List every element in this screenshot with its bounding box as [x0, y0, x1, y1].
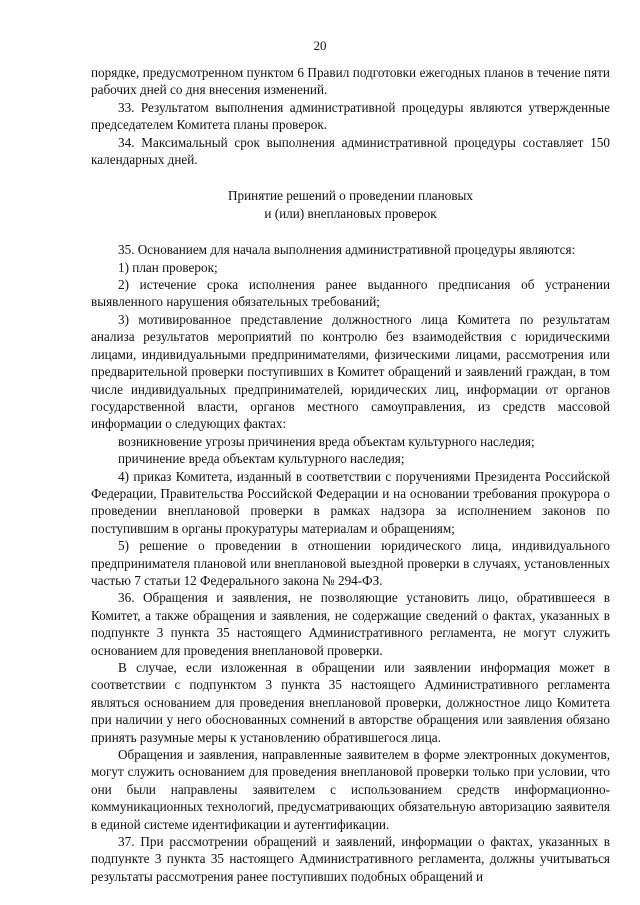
paragraph-37: 37. При рассмотрении обращений и заявлений, информации о фактах, указанных в подпункте 3 пункта 35 настоящего Административного регламента, должны учитываться результаты рассмотрения ранее поступивших подобных обращений и: [91, 834, 610, 884]
paragraph-35-item-3: 3) мотивированное представление должностного лица Комитета по результатам анализа результатов мероприятий по контролю без взаимодействия с юридическими лицами, индивидуальными предпринимателями, физическими лицами, рассмотрения или предварительной проверки поступивших в Комитет обращений и заявлений граждан, в том числе индивидуальных предпринимателей, юридических лиц, информации от органов государственной власти, органов местного самоуправления, из средств массовой информации о следующих фактах:: [91, 311, 610, 432]
section-heading-line-2: и (или) внеплановых проверок: [264, 205, 437, 221]
paragraph-36: 36. Обращения и заявления, не позволяющие установить лицо, обратившееся в Комитет, а также обращения и заявления, не содержащие сведений о фактах, указанных в подпункте 3 пункта 35 настоящего Административного регламента, не могут служить основанием для проведения внеплановой проверки.: [91, 590, 610, 658]
paragraph-continuation: порядке, предусмотренном пунктом 6 Правил подготовки ежегодных планов в течение пяти рабочих дней со дня внесения изменений.: [91, 65, 610, 98]
paragraph-34: 34. Максимальный срок выполнения административной процедуры составляет 150 календарных дней.: [91, 134, 610, 168]
paragraph-35: 35. Основанием для начала выполнения административной процедуры являются:: [118, 242, 576, 258]
paragraph-35-fact-2: причинение вреда объектам культурного наследия;: [118, 451, 405, 467]
section-heading: [91, 187, 610, 222]
document-body: [91, 64, 610, 885]
section-heading-line-1: Принятие решений о проведении плановых: [227, 188, 473, 204]
paragraph-36-electronic: Обращения и заявления, направленные заявителем в форме электронных документов, могут служить основанием для проведения внеплановой проверки только при условии, что они были направлены заявителем с использованием средств информационно-коммуникационных технологий, предусматривающих обязательную авторизацию заявителя в единой системе идентификации и аутентификации.: [91, 747, 610, 832]
page-number: 20: [313, 38, 327, 53]
paragraph-35-item-2: 2) истечение срока исполнения ранее выданного предписания об устранении выявленного нарушения обязательных требований;: [91, 277, 610, 310]
paragraph-35-item-4: 4) приказ Комитета, изданный в соответствии с поручениями Президента Российской Федерации, Правительства Российской Федерации и на основании требования прокурора о проведении внеплановой проверки в рамках надзора за исполнением законов по поступившим в органы прокуратуры материалам и обращениям;: [91, 468, 610, 536]
paragraph-35-item-1: 1) план проверок;: [118, 259, 218, 275]
paragraph-35-item-5: 5) решение о проведении в отношении юридического лица, индивидуального предпринимателя плановой или внеплановой выездной проверки в случаях, установленных частью 7 статьи 12 Федерального закона № 294-ФЗ.: [91, 538, 610, 588]
paragraph-36-case: В случае, если изложенная в обращении или заявлении информация может в соответствии с подпунктом 3 пункта 35 настоящего Административного регламента являться основанием для проведения внеплановой проверки, должностное лицо Комитета при наличии у него обоснованных сомнений в авторстве обращения или заявления обязано принять разумные меры к установлению обратившегося лица.: [91, 660, 610, 745]
paragraph-35-fact-1: возникновение угрозы причинения вреда объектам культурного наследия;: [118, 433, 535, 449]
paragraph-33: 33. Результатом выполнения административной процедуры являются утвержденные председателем Комитета планы проверок.: [91, 99, 610, 133]
